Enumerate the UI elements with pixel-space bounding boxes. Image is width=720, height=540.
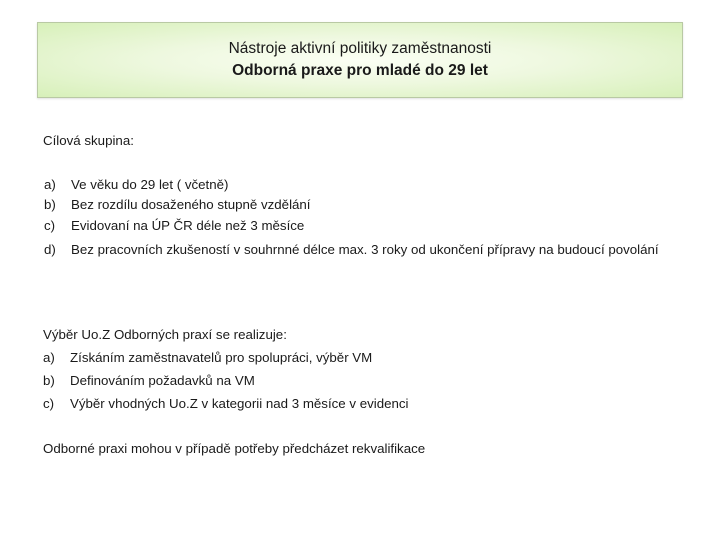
list-item-text: Evidovaní na ÚP ČR déle než 3 měsíce	[71, 218, 305, 233]
list-item-text: Výběr vhodných Uo.Z v kategorii nad 3 měsíce v evidenci	[70, 396, 409, 411]
list-marker: a)	[44, 177, 56, 192]
list-marker: a)	[43, 350, 55, 365]
list-marker: c)	[44, 218, 56, 233]
target-group-label: Cílová skupina:	[43, 133, 134, 148]
footer-note: Odborné praxi mohou v případě potřeby předcházet rekvalifikace	[43, 441, 426, 456]
list-marker: b)	[44, 197, 56, 212]
list-marker: d)	[44, 242, 56, 257]
selection-label: Výběr Uo.Z Odborných praxí se realizuje:	[43, 327, 287, 342]
list-marker: b)	[43, 373, 55, 388]
list-item-text: Získáním zaměstnavatelů pro spolupráci, výběr VM	[70, 350, 373, 365]
title-box	[37, 22, 683, 98]
list-marker: c)	[43, 396, 55, 411]
list-item-text: Bez rozdílu dosaženého stupně vzdělání	[71, 197, 311, 212]
title-line-2: Odborná praxe pro mladé do 29 let	[232, 62, 488, 79]
list-item-text: Ve věku do 29 let ( včetně)	[71, 177, 229, 192]
list-item-text: Definováním požadavků na VM	[70, 373, 255, 388]
list-item-text: Bez pracovních zkušeností v souhrnné délce max. 3 roky od ukončení přípravy na budoucí povolání	[71, 242, 659, 257]
title-line-1: Nástroje aktivní politiky zaměstnanosti	[228, 40, 492, 57]
